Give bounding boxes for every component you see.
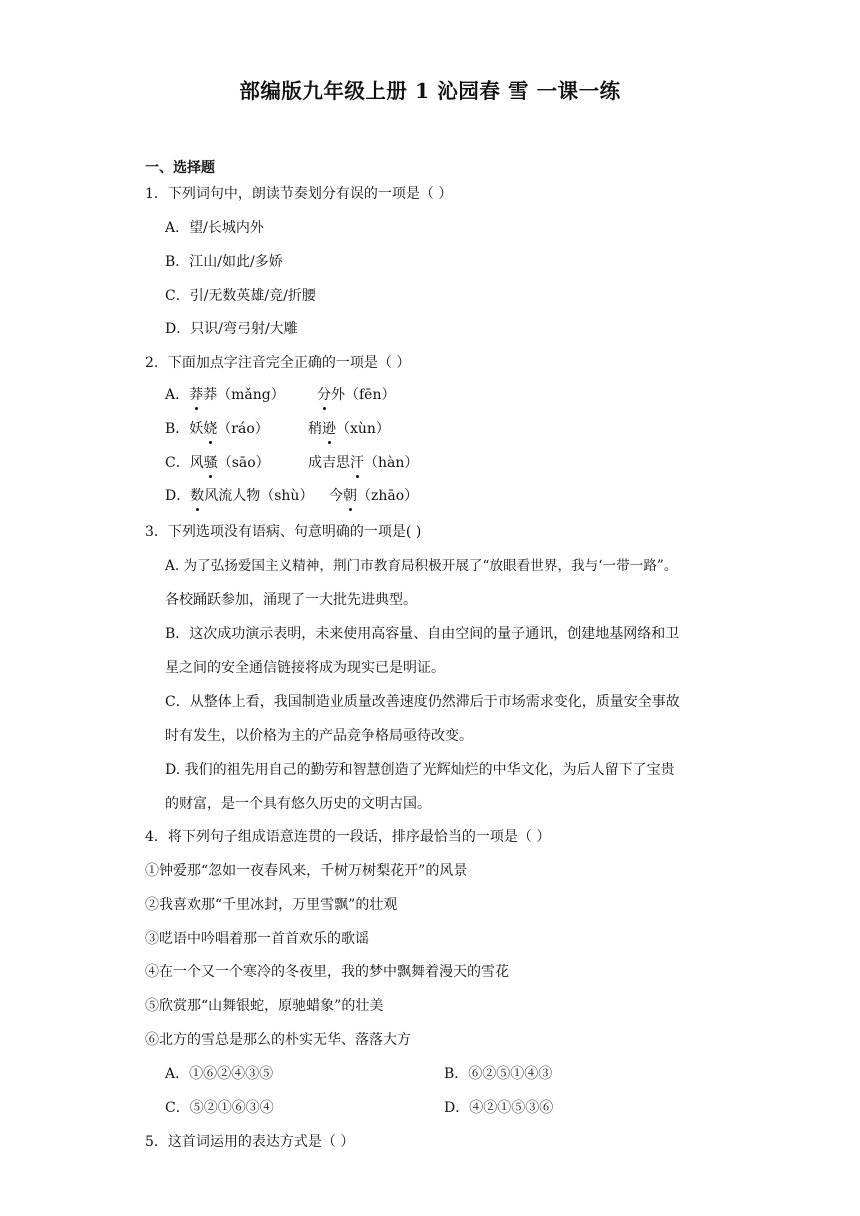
- option-c-prefix: C．风: [165, 455, 204, 471]
- option-d-first-word: 风流人物（shù）: [204, 488, 314, 504]
- page-title: 部编版九年级上册 1 沁园春 雪 一课一练: [239, 79, 621, 103]
- option-b-prefix: B．妖: [165, 421, 204, 437]
- question-3-option-b-cont: 星之间的安全通信链接将成为现实已是明证。: [165, 660, 445, 676]
- dotted-char: 骚: [203, 455, 218, 471]
- dotted-char: 数: [190, 488, 205, 504]
- question-1-stem: 1．下列词句中，朗读节奏划分有误的一项是（ ）: [145, 186, 453, 202]
- section-heading: 一、选择题: [145, 160, 215, 176]
- option-a-first-word: 莽（mǎng）: [203, 387, 285, 403]
- option-d-second-pinyin: （zhāo）: [357, 488, 419, 504]
- question-2-option-c[interactable]: [165, 453, 419, 473]
- question-4-option-a[interactable]: A．①⑥②④③⑤: [165, 1066, 274, 1082]
- question-2-option-b[interactable]: [165, 419, 390, 439]
- dotted-char: 朝: [343, 488, 357, 504]
- sentence-3: ③呓语中吟唱着那一首首欢乐的歌谣: [145, 931, 369, 947]
- dotted-char: 汗: [350, 455, 364, 471]
- option-c-second-pinyin: （hàn）: [364, 455, 419, 471]
- question-3-stem: 3．下列选项没有语病、句意明确的一项是( ): [145, 524, 422, 540]
- dotted-char: 分: [317, 387, 331, 403]
- option-b-first-pinyin: （ráo）: [217, 421, 269, 437]
- option-a-prefix: A．: [165, 387, 190, 403]
- option-b-second-pinyin: （xùn）: [336, 421, 390, 437]
- sentence-1: ①钟爱那“忽如一夜春风来，千树万树梨花开”的风景: [145, 863, 468, 879]
- question-2-option-d[interactable]: [165, 486, 419, 506]
- question-3-option-d-cont: 的财富，是一个具有悠久历史的文明古国。: [165, 796, 431, 812]
- question-5-stem: 5．这首词运用的表达方式是（ ）: [145, 1134, 355, 1150]
- dotted-char: 逊: [322, 421, 336, 437]
- option-a-second-word: [317, 385, 395, 405]
- dotted-char: 莽: [189, 387, 204, 403]
- question-3-option-c[interactable]: C．从整体上看，我国制造业质量改善速度仍然滞后于市场需求变化，质量安全事故: [165, 694, 680, 710]
- question-4-option-b[interactable]: B．⑥②⑤①④③: [444, 1066, 553, 1082]
- sentence-5: ⑤欣赏那“山舞银蛇，原驰蜡象”的壮美: [145, 998, 384, 1014]
- question-3-option-d[interactable]: D. 我们的祖先用自己的勤劳和智慧创造了光辉灿烂的中华文化，为后人留下了宝贵: [165, 762, 675, 778]
- option-c-first-pinyin: （sāo）: [217, 455, 270, 471]
- option-c-second-pre: 成吉思: [308, 455, 350, 471]
- option-d-second-pre: 今: [329, 488, 343, 504]
- question-2-option-a[interactable]: [165, 385, 396, 405]
- question-1-option-d[interactable]: D．只识/弯弓射/大雕: [165, 321, 298, 337]
- question-3-option-c-cont: 时有发生，以价格为主的产品竞争格局亟待改变。: [165, 728, 473, 744]
- option-b-second-pre: 稍: [308, 421, 322, 437]
- option-c-second-word: [308, 453, 418, 473]
- question-4-stem: 4．将下列句子组成语意连贯的一段话，排序最恰当的一项是（ ）: [145, 829, 551, 845]
- option-d-prefix: D．: [165, 488, 191, 504]
- sentence-4: ④在一个又一个寒冷的冬夜里，我的梦中飘舞着漫天的雪花: [145, 964, 509, 980]
- option-a-second-pinyin: 外（fēn）: [331, 387, 396, 403]
- question-1-option-c[interactable]: C．引/无数英雄/竞/折腰: [165, 288, 316, 304]
- question-4-option-d[interactable]: D．④②①⑤③⑥: [444, 1100, 554, 1116]
- question-4-option-c[interactable]: C．⑤②①⑥③④: [165, 1100, 274, 1116]
- question-3-option-b[interactable]: B．这次成功演示表明，未来使用高容量、自由空间的量子通讯，创建地基网络和卫: [165, 626, 680, 642]
- question-1-option-b[interactable]: B．江山/如此/多娇: [165, 254, 283, 270]
- question-3-option-a-cont: 各校踊跃参加，涌现了一大批先进典型。: [165, 592, 417, 608]
- option-b-second-word: [308, 419, 390, 439]
- question-2-stem: 2．下面加点字注音完全正确的一项是（ ）: [145, 355, 411, 371]
- question-3-option-a[interactable]: A. 为了弘扬爱国主义精神，荆门市教育局积极开展了“放眼看世界，我与‘一带一路”。: [165, 558, 678, 574]
- sentence-6: ⑥北方的雪总是那么的朴实无华、落落大方: [145, 1032, 411, 1048]
- dotted-char: 娆: [203, 421, 218, 437]
- question-1-option-a[interactable]: A．望/长城内外: [165, 220, 264, 236]
- sentence-2: ②我喜欢那“千里冰封，万里雪飘”的壮观: [145, 897, 398, 913]
- option-d-second-word: [329, 486, 418, 506]
